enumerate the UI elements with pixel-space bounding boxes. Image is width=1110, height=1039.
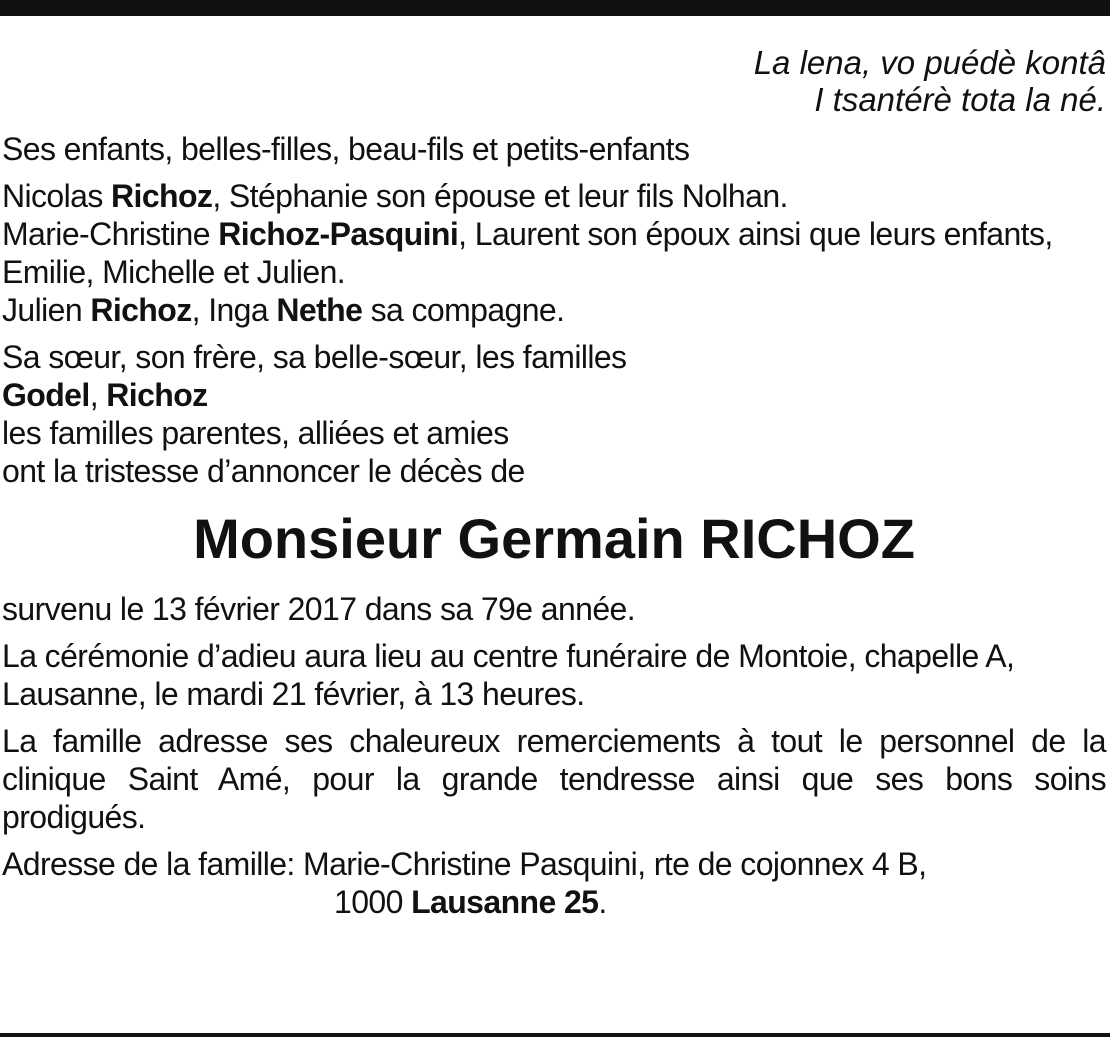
last-name: Richoz [90,292,192,328]
postcode: 1000 [334,884,403,920]
relatives-block [2,338,1106,490]
last-name: Nethe [276,292,363,328]
obituary-notice [2,44,1106,921]
family-name-richoz: Richoz [106,377,208,413]
names-separator: , [89,377,98,413]
intro-line: Ses enfants, belles-filles, beau-fils et petits-enfants [2,131,690,167]
top-rule [0,0,1110,16]
relatives-names [2,376,1106,414]
family-list [2,177,1106,329]
relatives-line-4: ont la tristesse d’annoncer le décès de [2,453,525,489]
poem-line-2: I tsantérè tota la né. [814,81,1106,118]
family-row-text: sa compagne. [370,292,565,328]
family-row-nicolas [2,177,1106,215]
death-info: survenu le 13 février 2017 dans sa 79e année. [2,591,636,627]
first-name: Julien [2,292,83,328]
relatives-line-3: les familles parentes, alliées et amies [2,415,509,451]
first-name: Marie-Christine [2,216,210,252]
family-row-text: , Laurent son époux ainsi que leurs enfants, [458,216,1053,252]
city: Lausanne 25 [411,884,599,920]
first-name: Nicolas [2,178,103,214]
family-row-julien [2,291,1106,329]
last-name: Richoz [111,178,213,214]
family-row-text: , Stéphanie son épouse et leur fils Nolhan. [212,178,788,214]
family-address [2,845,1106,921]
last-name: Richoz-Pasquini [218,216,459,252]
deceased-name: Monsieur Germain RICHOZ [193,507,915,570]
thanks-text: La famille adresse ses chaleureux remerciements à tout le personnel de la clinique Saint Amé, pour la grande tendresse ainsi que ses bons soins prodigués. [2,723,1106,835]
ceremony-info: La cérémonie d’adieu aura lieu au centre funéraire de Montoie, chapelle A, Lausanne, le mardi 21 février, à 13 heures. [2,638,1015,712]
address-line-1: Adresse de la famille: Marie-Christine Pasquini, rte de cojonnex 4 B, [2,846,927,882]
relatives-line-1: Sa sœur, son frère, sa belle-sœur, les familles [2,339,627,375]
family-row-children: Emilie, Michelle et Julien. [2,254,346,290]
family-name-godel: Godel [2,377,90,413]
bottom-rule [0,1033,1110,1037]
family-row-text: , Inga [191,292,269,328]
poem-epigraph [2,44,1106,118]
poem-line-1: La lena, vo puédè kontâ [753,44,1106,81]
address-line-2 [2,883,1106,921]
family-row-marie-christine [2,215,1106,253]
address-end: . [598,884,607,920]
